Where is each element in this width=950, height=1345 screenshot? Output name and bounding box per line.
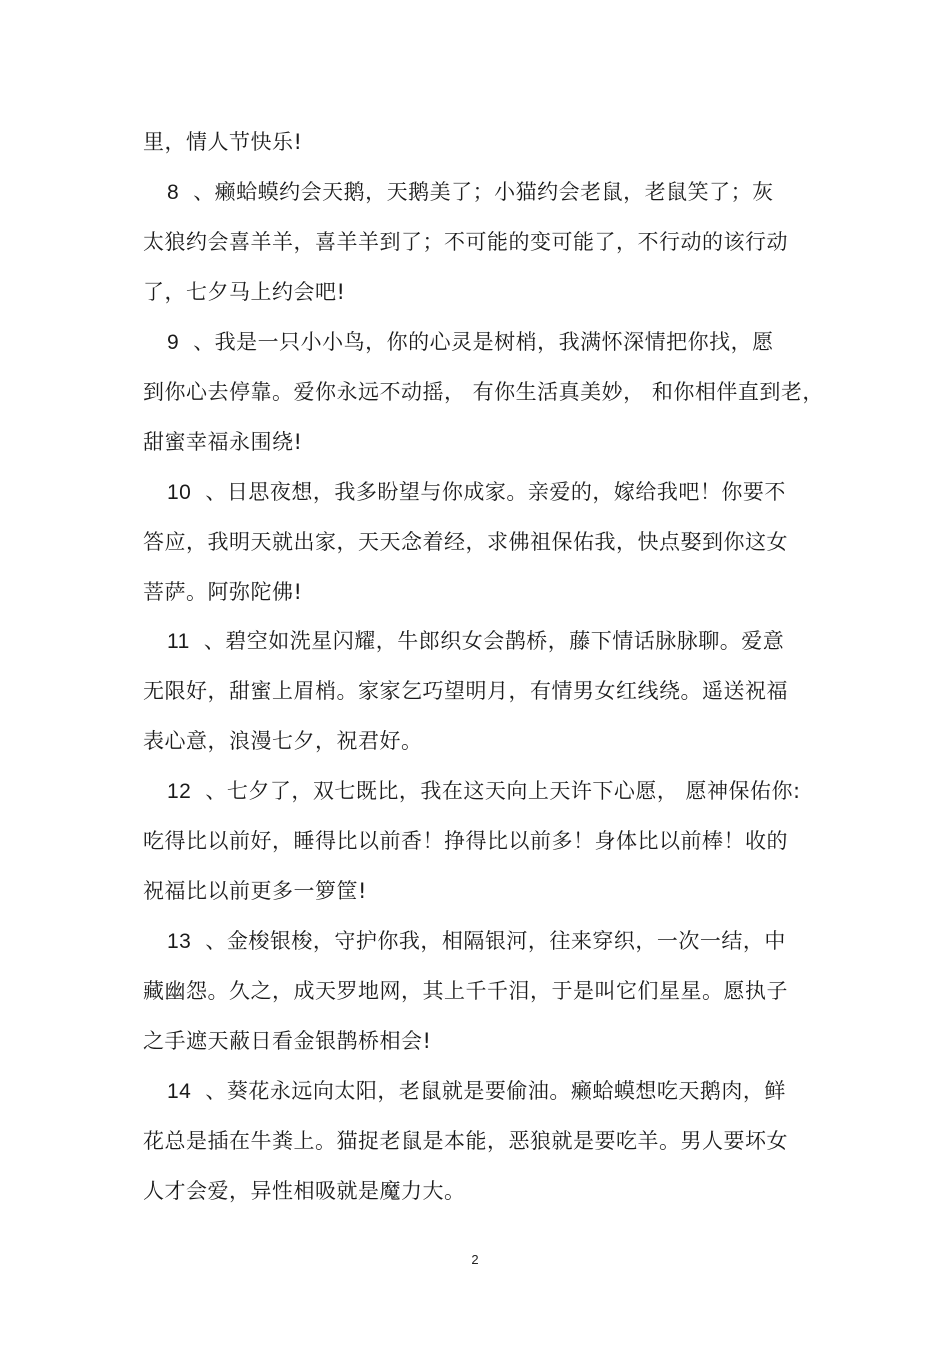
item-number: 8 [167, 181, 180, 204]
item-number: 9 [167, 331, 180, 354]
text-line [143, 427, 793, 457]
line-text: 到你心去停靠。爱你永远不动摇， 有你生活真美妙， 和你相伴直到老， [143, 380, 824, 404]
line-text: 里，情人节快乐! [143, 130, 303, 154]
line-text: 、金梭银梭，守护你我，相隔银河，往来穿织，一次一结，中 [205, 929, 786, 953]
item-line [143, 626, 793, 657]
line-text: 藏幽怨。久之，成天罗地网，其上千千泪，于是叫它们星星。愿执子 [143, 979, 788, 1003]
text-line [143, 577, 793, 607]
line-text: 甜蜜幸福永围绕! [143, 430, 303, 454]
line-text: 、我是一只小小鸟，你的心灵是树梢，我满怀深情把你找，愿 [193, 330, 774, 354]
line-text: 、葵花永远向太阳，老鼠就是要偷油。癞蛤蟆想吃天鹅肉，鲜 [205, 1079, 786, 1103]
text-line [143, 1126, 793, 1156]
text-line [143, 277, 793, 307]
text-line [143, 1026, 793, 1056]
line-text: 了，七夕马上约会吧! [143, 280, 346, 304]
text-line [143, 976, 793, 1006]
item-line [143, 926, 793, 957]
item-number: 11 [167, 630, 190, 653]
line-text: 无限好，甜蜜上眉梢。家家乞巧望明月，有情男女红线绕。遥送祝福 [143, 679, 788, 703]
text-line [143, 1176, 793, 1206]
item-line [143, 477, 793, 508]
line-text: 答应，我明天就出家，天天念着经，求佛祖保佑我，快点娶到你这女 [143, 530, 788, 554]
item-line [143, 327, 793, 358]
text-line [143, 227, 793, 257]
text-line [143, 876, 793, 906]
line-text: 表心意，浪漫七夕，祝君好。 [143, 729, 423, 753]
text-line [143, 726, 793, 756]
line-text: 之手遮天蔽日看金银鹊桥相会! [143, 1029, 432, 1053]
item-line [143, 177, 793, 208]
text-line [143, 527, 793, 557]
item-number: 12 [167, 780, 192, 803]
item-number: 10 [167, 481, 192, 504]
line-text: 、七夕了，双七既比，我在这天向上天许下心愿， 愿神保佑你: [205, 779, 801, 803]
item-number: 13 [167, 930, 192, 953]
line-text: 、日思夜想，我多盼望与你成家。亲爱的，嫁给我吧！你要不 [205, 480, 786, 504]
item-number: 14 [167, 1080, 192, 1103]
line-text: 花总是插在牛粪上。猫捉老鼠是本能，恶狼就是要吃羊。男人要坏女 [143, 1129, 788, 1153]
line-text: 人才会爱，异性相吸就是魔力大。 [143, 1179, 466, 1203]
line-text: 菩萨。阿弥陀佛! [143, 580, 303, 604]
page-number: 2 [471, 1252, 479, 1267]
item-line [143, 776, 801, 807]
line-text: 太狼约会喜羊羊，喜羊羊到了；不可能的变可能了，不行动的该行动 [143, 230, 788, 254]
line-text: 、癞蛤蟆约会天鹅，天鹅美了；小猫约会老鼠，老鼠笑了；灰 [193, 180, 774, 204]
text-line [143, 676, 793, 706]
line-text: 祝福比以前更多一箩筐! [143, 879, 367, 903]
line-text: 、碧空如洗星闪耀，牛郎织女会鹊桥，藤下情话脉脉聊。爱意 [203, 629, 785, 653]
item-line [143, 1076, 793, 1107]
text-line [143, 826, 793, 856]
line-text: 吃得比以前好，睡得比以前香！挣得比以前多！身体比以前棒！收的 [143, 829, 788, 853]
text-line [143, 127, 793, 157]
text-line [143, 377, 824, 407]
